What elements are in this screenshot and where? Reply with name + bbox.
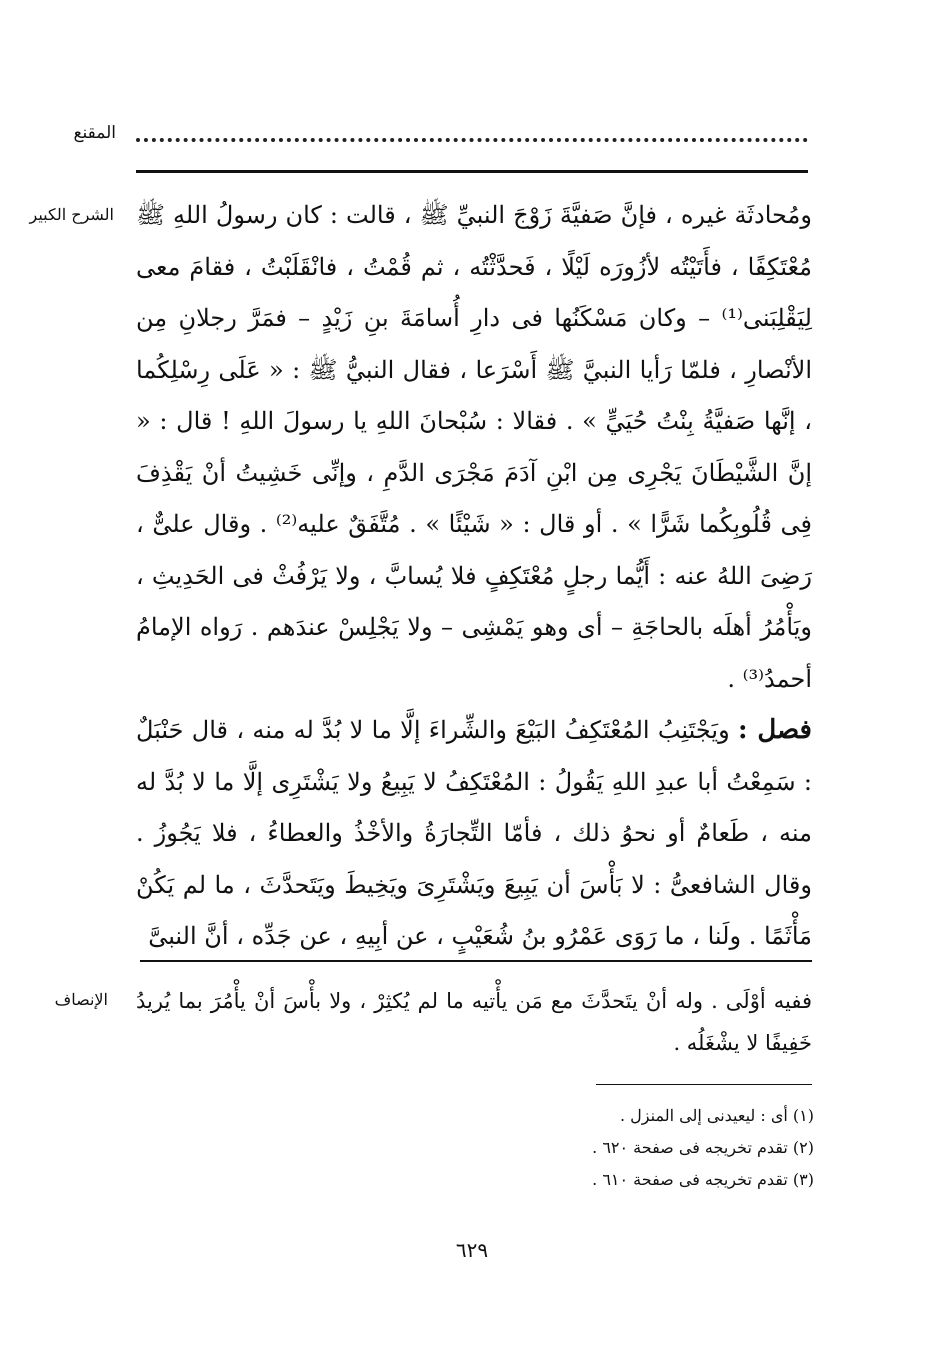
main-paragraph-1: ومُحادثَة غيره ، فإنَّ صَفيَّةَ زَوْجَ النبيِّ ﷺ ، قالت : كان رسولُ اللهِ ﷺ مُعْتَكِفًا ، فأَتَيْتُه لأزُورَه لَيْلًا ، فَحدَّثْتُه ، ثم قُمْتُ ، فانْقَلَبْتُ ، فقامَ معى لِيَقْلِبَنى⁽¹⁾ – وكان مَسْكَنُها فى دارِ أُسامَةَ بنِ زَيْدٍ – فمَرَّ رجلانِ مِن الأنْصارِ ، فلمّا رَأيا النبيَّ ﷺ أَسْرَعا ، فقال النبيُّ ﷺ : « عَلَى رِسْلِكُما ، إنَّها صَفيَّةُ بِنْتُ حُيَيٍّ » . فقالا : سُبْحانَ اللهِ يا رسولَ اللهِ ! قال : « إنَّ الشَّيْطَانَ يَجْرِى مِن ابْنِ آدَمَ مَجْرَى الدَّمِ ، وإنِّى خَشِيتُ أنْ يَقْذِفَ فِى قُلُوبِكُما شَرًّا » . أو قال : « شَيْئًا » . مُتَّفَقٌ عليه⁽²⁾ . وقال علىٌّ ، رَضِىَ اللهُ عنه : أَيُّما رجلٍ مُعْتَكِفٍ فلا يُسابَّ ، ولا يَرْفُثْ فى الحَدِيثِ ، ويَأْمُرُ أهلَه بالحاجَةِ – أى وهو يَمْشِى – ولا يَجْلِسْ عندَهم . رَواه الإمامُ أحمدُ⁽³⁾ .: [136, 201, 813, 693]
footnote-rule: [596, 1084, 812, 1085]
main-paragraph-2: [136, 705, 812, 963]
header-dotted-rule: [136, 138, 808, 142]
side-label-insaf: الإنصاف: [54, 990, 108, 1009]
page-number: ٦٢٩: [455, 1238, 489, 1262]
insaf-text: ففيه أوْلَى . وله أنْ يتَحدَّثَ مع مَن يأْتيه ما لم يُكثِرْ ، ولا بأْسَ أنْ يأْمُرَ بما يُريدُ خَفِيفًا لا يشْغَلُه .: [136, 989, 812, 1055]
fasl-label: فصل :: [738, 715, 812, 745]
book-title: المقنع: [73, 123, 116, 143]
footnote-2: (٢) تقدم تخريجه فى صفحة ٦٢٠ .: [592, 1138, 814, 1157]
footnote-3: (٣) تقدم تخريجه فى صفحة ٦١٠ .: [592, 1170, 814, 1189]
header-rule: [136, 170, 808, 173]
footnotes: [592, 1100, 814, 1196]
side-label-sharh: الشرح الكبير: [29, 205, 114, 224]
section-divider: [140, 960, 812, 962]
main-text-block: [136, 190, 812, 963]
footnote-1: (١) أى : ليعيدنى إلى المنزل .: [620, 1106, 814, 1125]
main-paragraph-2-text: ويَجْتَنِبُ المُعْتَكِفُ البَيْعَ والشِّراءَ إلَّا ما لا بُدَّ له منه ، قال حَنْبَلٌ : سَمِعْتُ أبا عبدِ اللهِ يَقُولُ : المُعْتَكِفُ لا يَبِيعُ ولا يَشْتَرِى إلَّا ما لا بُدَّ له منه ، طَعامٌ أو نحوُ ذلك ، فأمّا التِّجارَةُ والأخْذُ والعطاءُ ، فلا يَجُوزُ . وقال الشافعىُّ : لا بَأْسَ أن يَبِيعَ ويَشْتَرِىَ ويَخِيطَ ويَتَحدَّثَ ، ما لم يَكُنْ مَأْثَمًا . ولَنا ، ما رَوَى عَمْرُو بنُ شُعَيْبٍ ، عن أبِيهِ ، عن جَدِّه ، أنَّ النبىَّ: [136, 716, 812, 950]
